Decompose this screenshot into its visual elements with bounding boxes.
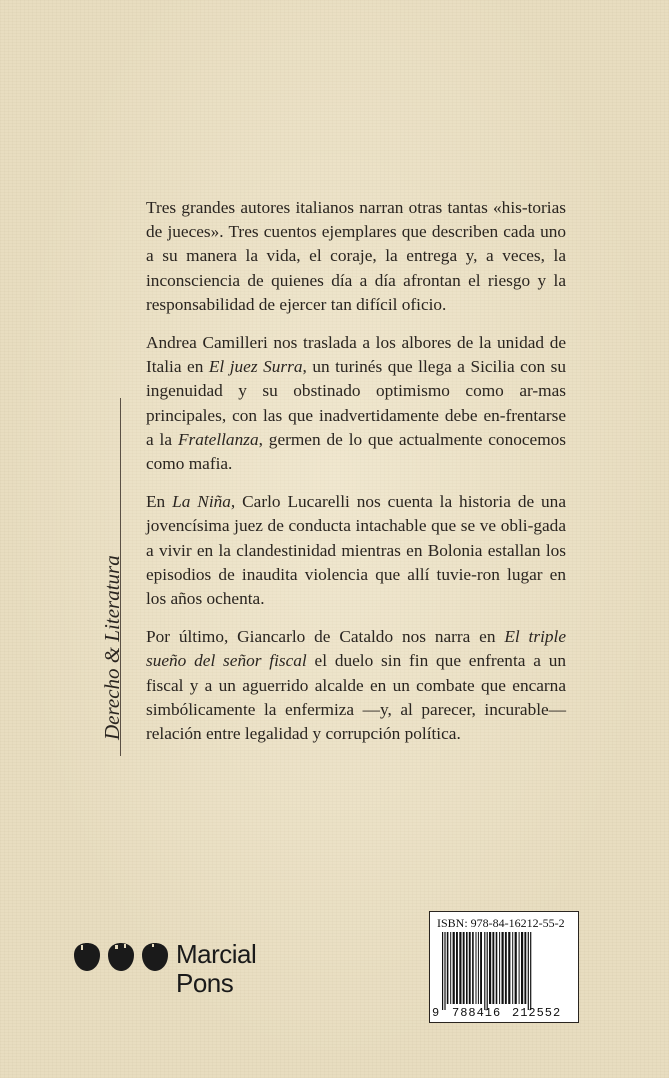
text-run: Tres grandes autores italianos narran otras tantas «his-torias de jueces». Tres cuentos ejemplares que describen cada uno a su manera la vida, el coraje, la entrega y, a veces, la inconsciencia de quienes día a día afrontan el riesgo y la responsabilidad de ejercer tan difícil oficio. — [146, 198, 566, 314]
barcode-bar — [502, 932, 504, 1004]
isbn-label: ISBN: 978-84-16212-55-2 — [437, 916, 565, 930]
barcode-bar — [453, 932, 455, 1004]
barcode-bars — [442, 932, 570, 1012]
barcode-bar — [466, 932, 468, 1004]
barcode-bar — [519, 932, 520, 1004]
barcode-bar — [450, 932, 451, 1004]
barcode-bar — [499, 932, 500, 1004]
text-run: Por último, Giancarlo de Cataldo nos narra en — [146, 627, 505, 647]
barcode-bar — [492, 932, 494, 1004]
italic-title: El triple sueño del señor fiscal — [146, 627, 567, 671]
synopsis-text — [146, 196, 566, 760]
barcode-bar — [496, 932, 498, 1004]
barcode-bar — [472, 932, 474, 1004]
text-run: , germen de lo que actualmente conocemos como mafia. — [146, 429, 566, 474]
barcode-bar — [480, 932, 482, 1004]
isbn-barcode — [429, 911, 579, 1023]
barcode-bar — [487, 932, 488, 1010]
barcode-bar — [447, 932, 449, 1004]
three-heads-logo-icon — [72, 941, 172, 973]
barcode-bar — [444, 932, 445, 1010]
barcode-bar — [459, 932, 461, 1004]
synopsis-paragraph — [146, 196, 566, 317]
publisher-logo — [72, 935, 272, 999]
barcode-bar — [528, 932, 529, 1010]
synopsis-paragraph — [146, 331, 566, 476]
barcode-bar — [463, 932, 465, 1004]
barcode-digit-first: 9 — [432, 1006, 441, 1020]
barcode-bar — [456, 932, 458, 1004]
synopsis-paragraph — [146, 625, 566, 746]
barcode-bar — [505, 932, 507, 1004]
barcode-bar — [489, 932, 491, 1004]
barcode-bar — [515, 932, 517, 1004]
series-title: Derecho & Literatura — [100, 555, 124, 740]
italic-title: La Niña — [172, 492, 231, 512]
text-run: , Carlo Lucarelli nos cuenta la historia de una jovencísima juez de conducta intachable que se ve obli-gada a vivir en la clandestinidad mientras en Bolonia estallan los episodios de inaudita violencia que allí tuvie-ron lugar en los años ochenta. — [146, 492, 566, 609]
barcode-digit-group2: 212552 — [512, 1006, 562, 1020]
barcode-bar — [521, 932, 523, 1004]
barcode-bar — [530, 932, 531, 1010]
barcode-bar — [469, 932, 471, 1004]
barcode-bar — [478, 932, 479, 1004]
barcode-bar — [442, 932, 443, 1010]
barcode-bar — [484, 932, 485, 1010]
italic-title: Fratellanza — [177, 429, 259, 449]
text-run: En — [146, 492, 173, 512]
publisher-name-line2: Pons — [176, 968, 234, 998]
barcode-bar — [508, 932, 510, 1004]
text-run: el duelo sin fin que enfrenta a un fiscal y a un aguerrido alcalde en un combate que encarna simbólicamente la enfermiza —y, al parecer, incurable— relación entre legalidad y corrupción política. — [146, 651, 566, 744]
barcode-digit-group1: 788416 — [452, 1006, 502, 1020]
barcode-bar — [512, 932, 513, 1004]
barcode-bar — [524, 932, 526, 1004]
publisher-name-line1: Marcial — [176, 939, 257, 969]
barcode-bar — [476, 932, 477, 1004]
text-run: , un turinés que llega a Sicilia con su ingenuidad y su obstinado optimismo como ar-mas principales, con las que inadvertidamente debe en-frentarse a la — [146, 357, 566, 449]
text-run: Andrea Camilleri nos traslada a los albores de la unidad de Italia en — [146, 333, 566, 377]
synopsis-paragraph — [146, 490, 566, 611]
italic-title: El juez Surra — [208, 357, 303, 377]
